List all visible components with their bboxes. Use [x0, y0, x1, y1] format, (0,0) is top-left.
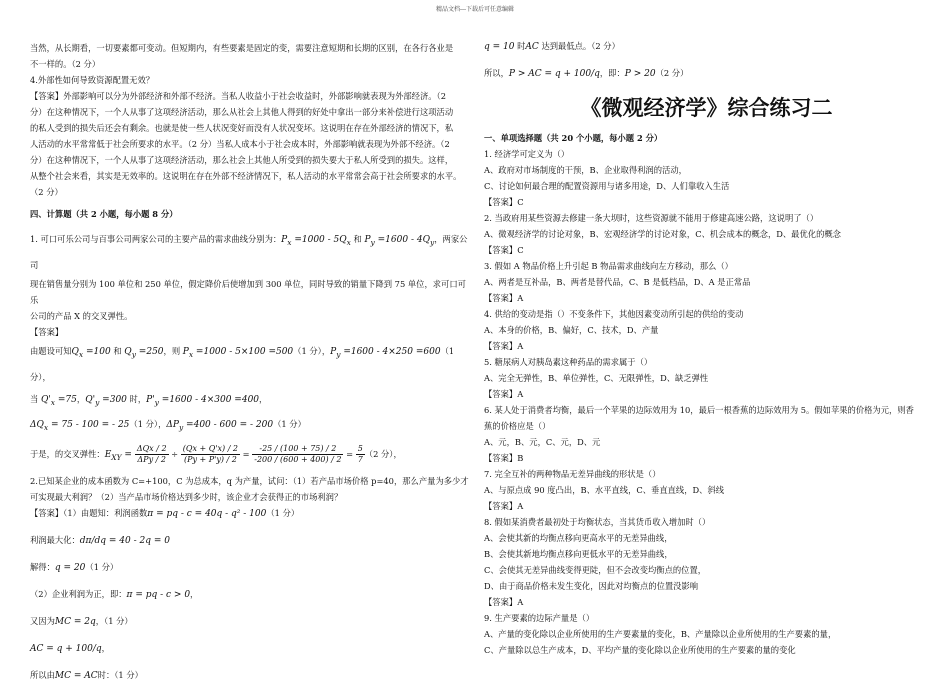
question-line: 蕉的价格应是（） — [484, 421, 551, 431]
answer-key: 【答案】A — [484, 341, 524, 351]
question-line: 4. 供给的变动是指（）不变条件下，其他因素变动所引起的供给的变动 — [484, 309, 744, 319]
solution-line: 利润最大化：dπ/dq = 40 - 2q = 0 — [30, 534, 170, 546]
answer-line: 分）在这种情况下，一个人从事了这项经济活动，那么从社会上其他人得到的好处中拿出一部分来补偿进行这项活动 — [30, 107, 454, 117]
answer-key: 【答案】A — [484, 501, 524, 511]
question-line: A、本身的价格，B、偏好，C、技术，D、产量 — [484, 325, 659, 335]
question-line: B、会使其新地均衡点移向更低水平的无差异曲线， — [484, 549, 673, 559]
solution-line: $\Delta Q_x = 75 - 100$ = - 25（1 分），$\Delta P_y =400 - 600$ = - 200（1 分） — [30, 419, 306, 433]
question-line: 9. 生产要素的边际产量是（） — [484, 613, 595, 623]
answer-line: （2 分） — [30, 187, 63, 197]
solution-line: 当 $Q'_x =75$，$Q'_y =300$ 时，$P'_y =1600 - 4\times 300 =400$， — [30, 393, 268, 407]
question-line: 7. 完全互补的两种物品无差异曲线的形状是（） — [484, 469, 661, 479]
section-heading: 四、计算题（共 2 小题，每小题 8 分） — [30, 209, 178, 219]
text-line: 现在销售量分别为 100 单位和 250 单位，假定降价后使增加到 300 单位，同时导致的销量下降到 75 单位，求可口可乐 — [30, 278, 466, 305]
answer-key: 【答案】C — [484, 197, 524, 207]
question-line: A、两者是互补品，B、两者是替代品，C、B 是低档品，D、A 是正常品 — [484, 277, 751, 287]
answer-label: 【答案】 — [30, 326, 64, 337]
answer-line: 从整个社会来看，其实是无效率的。这说明在存在外部不经济情况下，私人活动的水平常常会高于社会所要求的水平。 — [30, 171, 462, 181]
question-line: D、由于商品价格未发生变化，因此对均衡点的位置没影响 — [484, 581, 699, 591]
question-line: A、产量的变化除以企业所使用的生产要素量的变化，B、产量除以企业所使用的生产要素的量， — [484, 629, 837, 639]
question-line: 3. 假如 A 物品价格上升引起 B 物品需求曲线向左方移动，那么（） — [484, 261, 733, 271]
question-list — [484, 146, 929, 658]
answer-key: 【答案】A — [484, 389, 524, 399]
question-line: A、微观经济学的讨论对象，B、宏观经济学的讨论对象，C、机会成本的概念，D、最优化的概念 — [484, 229, 841, 239]
question-4: 4.外部性如何导致资源配置无效？ — [30, 75, 155, 85]
document-title: 《微观经济学》综合练习二 — [580, 95, 833, 120]
solution-line: 所以由MC = AC时：（1 分） — [30, 669, 143, 681]
solution-line: q = 10 时AC 达到最低点。（2 分） — [484, 41, 620, 52]
question-line: 5. 糖尿病人对胰岛素这种药品的需求属于（） — [484, 357, 653, 367]
text-line: 可实现最大利润？（2）当产品市场价格达到多少时，该企业才会获得正的市场利润？ — [30, 491, 343, 502]
solution-line: 【答案】（1）由题知：利润函数π = pq - c = 40q - q² - 100（1 分） — [30, 507, 300, 519]
calc-question-1: 1. 可口可乐公司与百事公司两家公司的主要产品的需求曲线分别为：$P_x =1000 - 5Q_x$ 和 $P_y =1600 - 4Q_y$，两家公司 — [30, 234, 468, 270]
solution-line: 由题设可知$Q_x =100$ 和 $Q_y =250$，则 $P_x =1000 - 5\times 100 =500(1$ 分），$P_y =1600 - 4\times 250 =600(1$ 分）， — [30, 345, 457, 382]
left-column — [30, 40, 470, 684]
answer-key: 【答案】A — [484, 597, 524, 607]
answer-line: 的私人受到的损失后还会有剩余。也就是使一些人状况变好而没有人状况变坏。这说明在存在外部经济的情况下，私 — [30, 123, 454, 133]
solution-line: 又因为MC = 2q，（1 分） — [30, 615, 133, 627]
solution-line: 所以，P > AC = q + 100/q，即：P > 20（2 分） — [484, 68, 689, 79]
question-line: 8. 假如某消费者最初处于均衡状态，当其货币收入增加时（） — [484, 517, 711, 527]
question-line: A、完全无弹性，B、单位弹性，C、无限弹性，D、缺乏弹性 — [484, 373, 709, 383]
answer-line: 分）在这种情况下，一个人从事了这项经济活动，那么社会上其他人所受到的损失要大于私人所受到的损失。这样， — [30, 155, 454, 165]
section-heading: 一、单项选择题（共 20 个小题，每小题 2 分） — [484, 133, 663, 143]
question-line: A、政府对市场制度的干预，B、企业取得利润的活动， — [484, 165, 687, 175]
text-line: 不一样的。（2 分） — [30, 59, 101, 69]
answer-key: 【答案】B — [484, 453, 524, 463]
solution-line: （2）企业利润为正，即：π = pq - c > 0， — [30, 588, 199, 600]
answer-key: 【答案】C — [484, 245, 524, 255]
question-line: 2. 当政府用某些资源去修建一条大坝时，这些资源就不能用于修建高速公路，这说明了（） — [484, 213, 819, 223]
solution-line: 解得：q = 20（1 分） — [30, 561, 119, 573]
text-line: 公司的产品 X 的交叉弹性。 — [30, 310, 133, 321]
calc-question-2: 2.已知某企业的成本函数为 C=+100，C 为总成本，q 为产量，试问：（1）若产品市场价格 p=40，那么产量为多少才 — [30, 475, 469, 486]
question-line: A、与原点成 90 度凸出，B、水平直线，C、垂直直线，D、斜线 — [484, 485, 725, 495]
question-line: 6. 某人处于消费者均衡，最后一个苹果的边际效用为 10，最后一根香蕉的边际效用为 5。假如苹果的价格为元，则香 — [484, 405, 914, 415]
answer-line: 人活动的水平常常低于社会所要求的水平。（2 分）当私人成本小于社会成本时，外部影响就表现为外部不经济。（2 — [30, 139, 450, 149]
answer-key: 【答案】A — [484, 293, 524, 303]
text-line: 当然，从长期看，一切要素都可变动。但短期内，有些要素是固定的变，需要注意短期和长期的区别，在各行各业是 — [30, 43, 454, 53]
right-column — [484, 38, 929, 658]
page-header: 精品文档---下载后可任意编辑 — [435, 6, 515, 13]
question-line: 1. 经济学可定义为（） — [484, 149, 570, 159]
answer-line: 【答案】外部影响可以分为外部经济和外部不经济。当私人收益小于社会收益时，外部影响就表现为外部经济。（2 — [30, 91, 446, 101]
elasticity-formula: 于是，的交叉弹性：$E_{XY}$ = $\frac{\text{ΔQx / 2}}{\text{ΔPy / 2}}$ ÷ $\frac{(Qx + Q'x) / 2}{(Py + P'y) / 2}$ = $\frac{-25 / (100 + 75) / 2}{-200 / (600 + 400) / 2}$ = $\frac{5}{7}$ （2 分）， — [30, 444, 402, 465]
question-line: C、会使其无差异曲线变得更陡，但不会改变均衡点的位置， — [484, 565, 707, 575]
question-line: A、元，B、元，C、元，D、元 — [484, 437, 601, 447]
question-line: C、产量除以总生产成本，D、平均产量的变化除以企业所使用的生产要素的量的变化 — [484, 645, 796, 655]
question-line: A、会使其新的均衡点移向更高水平的无差异曲线， — [484, 533, 673, 543]
question-line: C、讨论如何最合理的配置资源用与诸多用途，D、人们靠收入生活 — [484, 181, 730, 191]
solution-line: AC = q + 100/q， — [30, 642, 110, 654]
